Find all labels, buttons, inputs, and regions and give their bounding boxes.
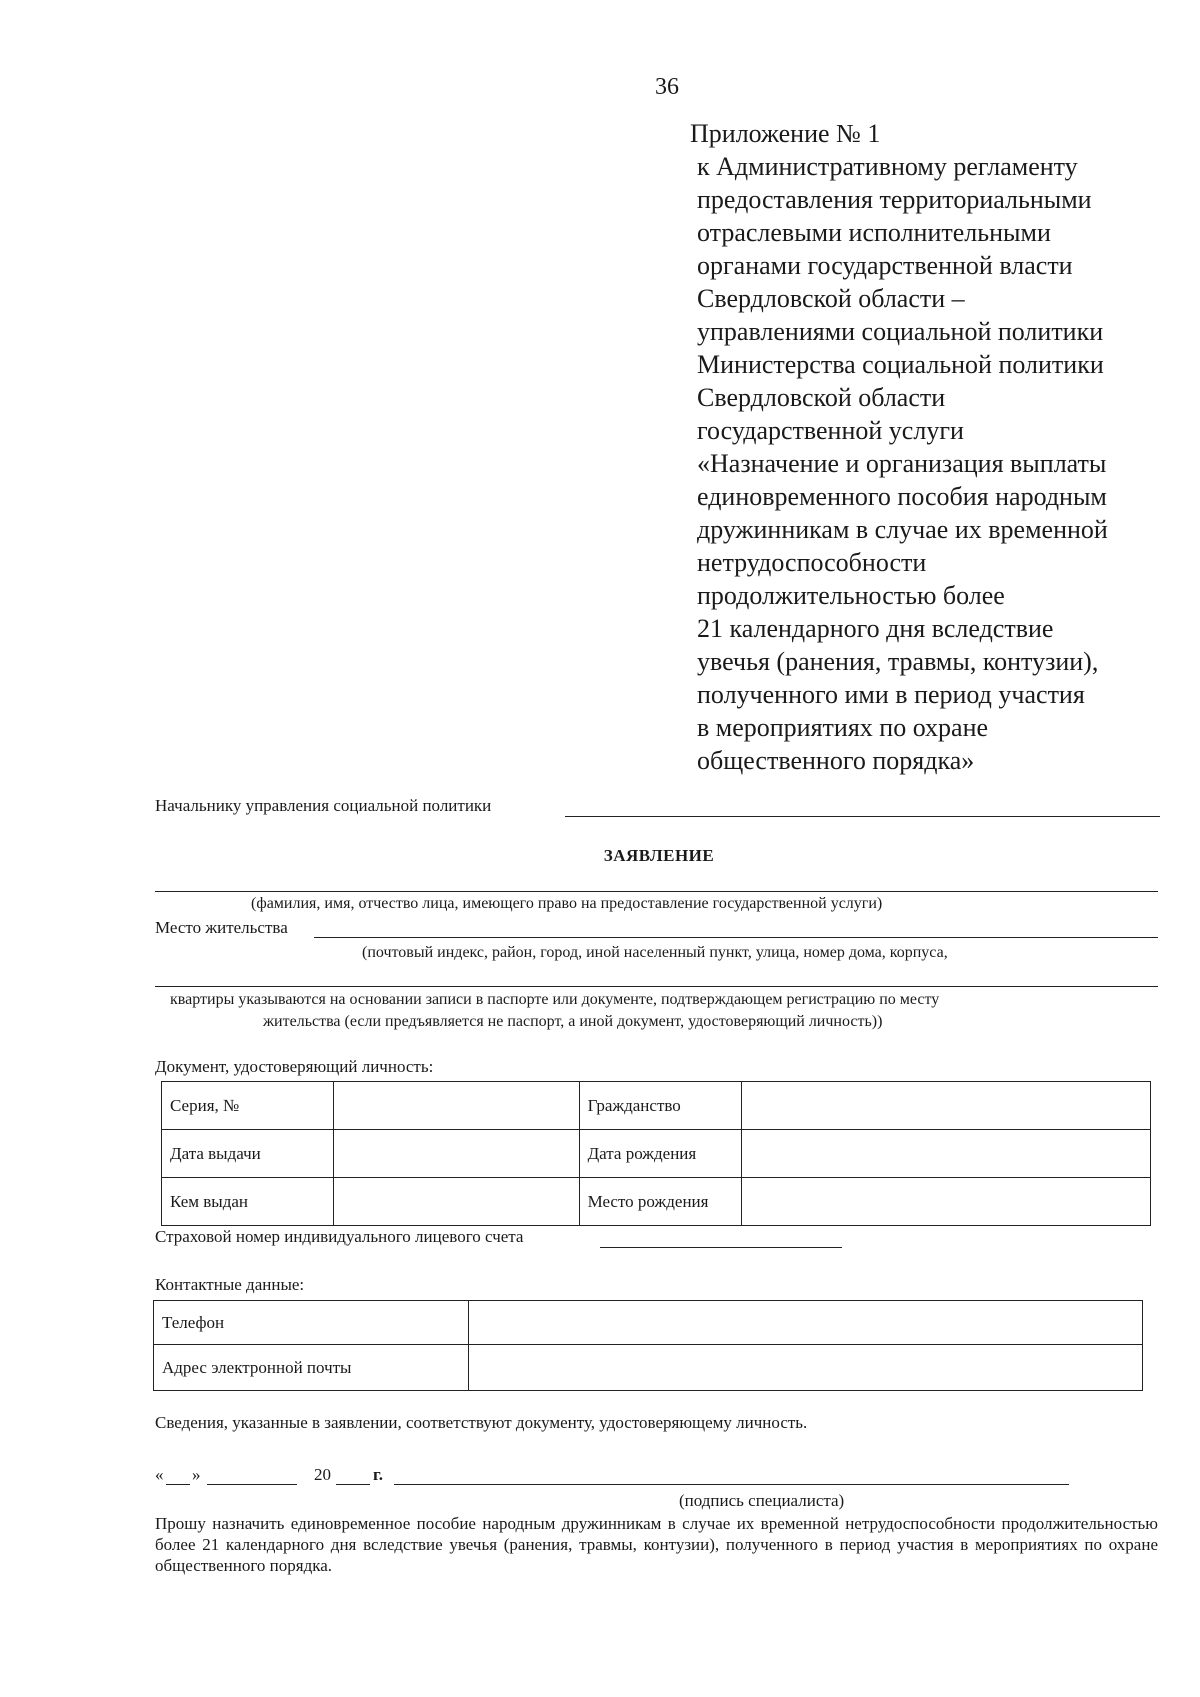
- email-label: Адрес электронной почты: [154, 1345, 469, 1391]
- phone-label: Телефон: [154, 1301, 469, 1345]
- annex-line: Приложение № 1: [690, 119, 881, 148]
- citizenship-label: Гражданство: [579, 1082, 742, 1130]
- birth-date-field[interactable]: [742, 1130, 1151, 1178]
- issued-by-field[interactable]: [333, 1178, 579, 1226]
- issue-date-label: Дата выдачи: [162, 1130, 334, 1178]
- table-row: [162, 1082, 1151, 1130]
- annex-line: Свердловской области –: [697, 284, 965, 313]
- email-field[interactable]: [468, 1345, 1142, 1391]
- annex-line: 21 календарного дня вследствие: [697, 614, 1054, 643]
- addressee-field[interactable]: [565, 816, 1160, 817]
- year-prefix: 20: [314, 1465, 331, 1484]
- phone-field[interactable]: [468, 1301, 1142, 1345]
- annex-line: дружинникам в случае их временной: [697, 515, 1108, 544]
- addressee-label: Начальнику управления социальной политики: [155, 796, 492, 815]
- residence-field-2[interactable]: [155, 986, 1158, 987]
- fio-caption: (фамилия, имя, отчество лица, имеющего право на предоставление государственной услуги): [251, 895, 883, 912]
- table-row: [154, 1345, 1143, 1391]
- residence-caption-2: квартиры указываются на основании записи в паспорте или документе, подтверждающем регистрацию по месту: [170, 991, 940, 1008]
- annex-line: «Назначение и организация выплаты: [697, 449, 1107, 478]
- annex-line: Министерства социальной политики: [697, 350, 1104, 379]
- annex-line: нетрудоспособности: [697, 548, 927, 577]
- birth-date-label: Дата рождения: [579, 1130, 742, 1178]
- residence-caption-1: (почтовый индекс, район, город, иной населенный пункт, улица, номер дома, корпуса,: [362, 944, 948, 961]
- id-document-label: Документ, удостоверяющий личность:: [155, 1057, 434, 1076]
- table-row: [162, 1130, 1151, 1178]
- series-number-field[interactable]: [333, 1082, 579, 1130]
- page-number: 36: [655, 74, 679, 100]
- request-paragraph: Прошу назначить единовременное пособие народным дружинникам в случае их временной нетрудоспособности продолжительностью более 21 календарного дня вследствие увечья (ранения, травмы, контузии), полученного в период участия в мероприятиях по охране общественного порядка.: [155, 1514, 1158, 1575]
- annex-line: полученного ими в период участия: [697, 680, 1085, 709]
- document-title: ЗАЯВЛЕНИЕ: [603, 846, 715, 865]
- date-open-quote: «: [155, 1465, 164, 1484]
- issued-by-label: Кем выдан: [162, 1178, 334, 1226]
- verification-statement: Сведения, указанные в заявлении, соответствуют документу, удостоверяющему личность.: [155, 1413, 808, 1432]
- annex-line: общественного порядка»: [697, 746, 975, 775]
- contacts-label: Контактные данные:: [155, 1275, 305, 1294]
- residence-label: Место жительства: [155, 918, 288, 937]
- annex-line: единовременного пособия народным: [697, 482, 1107, 511]
- month-field[interactable]: [207, 1484, 297, 1485]
- snils-field[interactable]: [600, 1247, 842, 1248]
- series-number-label: Серия, №: [162, 1082, 334, 1130]
- annex-line: отраслевыми исполнительными: [697, 218, 1051, 247]
- annex-header: [690, 117, 1108, 777]
- annex-line: органами государственной власти: [697, 251, 1073, 280]
- annex-line: в мероприятиях по охране: [697, 713, 989, 742]
- birth-place-label: Место рождения: [579, 1178, 742, 1226]
- snils-label: Страховой номер индивидуального лицевого счета: [155, 1227, 524, 1246]
- contacts-table: [153, 1300, 1143, 1391]
- annex-line: продолжительностью более: [697, 581, 1005, 610]
- day-field[interactable]: [166, 1484, 190, 1485]
- annex-line: управлениями социальной политики: [697, 317, 1104, 346]
- annex-line: Свердловской области: [697, 383, 946, 412]
- signature-field[interactable]: [394, 1484, 1069, 1485]
- residence-caption-3: жительства (если предъявляется не паспорт, а иной документ, удостоверяющий личность)): [263, 1013, 883, 1030]
- annex-line: государственной услуги: [697, 416, 964, 445]
- annex-line: увечья (ранения, травмы, контузии),: [697, 647, 1099, 676]
- year-suffix: г.: [373, 1465, 384, 1484]
- date-close-quote: »: [192, 1465, 201, 1484]
- signature-caption: (подпись специалиста): [679, 1491, 845, 1510]
- annex-line: предоставления территориальными: [697, 185, 1092, 214]
- birth-place-field[interactable]: [742, 1178, 1151, 1226]
- table-row: [162, 1178, 1151, 1226]
- issue-date-field[interactable]: [333, 1130, 579, 1178]
- fio-field[interactable]: [155, 891, 1158, 892]
- table-row: [154, 1301, 1143, 1345]
- year-field[interactable]: [336, 1484, 370, 1485]
- id-document-table: [161, 1081, 1151, 1226]
- citizenship-field[interactable]: [742, 1082, 1151, 1130]
- residence-field[interactable]: [314, 937, 1158, 938]
- annex-line: к Административному регламенту: [697, 152, 1078, 181]
